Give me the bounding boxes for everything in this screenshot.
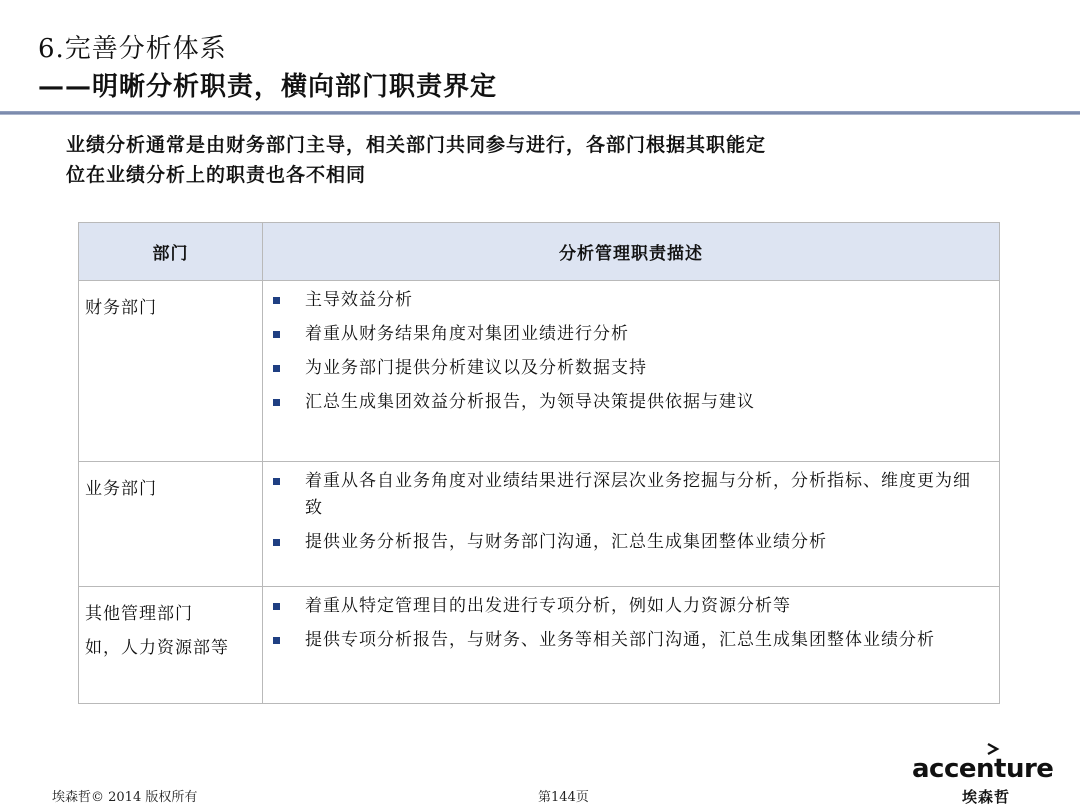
- list-item: [269, 627, 979, 654]
- item-text: 汇总生成集团效益分析报告，为领导决策提供依据与建议: [305, 392, 755, 412]
- department-name: 财务部门: [85, 298, 157, 318]
- table-header-row: [79, 223, 1000, 281]
- list-item: [269, 593, 979, 620]
- intro-line-1: 业绩分析通常是由财务部门主导，相关部门共同参与进行，各部门根据其职能定: [66, 134, 767, 156]
- department-name: 其他管理部门: [85, 604, 193, 624]
- description-cell: [263, 587, 1000, 704]
- square-bullet-icon: [273, 478, 280, 485]
- square-bullet-icon: [273, 297, 280, 304]
- slide-title: [38, 30, 497, 106]
- square-bullet-icon: [273, 603, 280, 610]
- table-row: [79, 281, 1000, 462]
- table-row: [79, 587, 1000, 704]
- list-item: [269, 355, 979, 382]
- item-text: 着重从各自业务角度对业绩结果进行深层次业务挖掘与分析，分析指标、维度更为细致: [305, 471, 971, 518]
- item-text: 提供专项分析报告，与财务、业务等相关部门沟通，汇总生成集团整体业绩分析: [305, 630, 935, 650]
- list-item: [269, 389, 979, 416]
- list-item: [269, 529, 979, 556]
- square-bullet-icon: [273, 637, 280, 644]
- department-cell: [79, 587, 263, 704]
- accenture-logo: [912, 742, 1054, 806]
- responsibility-table: [78, 222, 1000, 704]
- item-text: 提供业务分析报告，与财务部门沟通，汇总生成集团整体业绩分析: [305, 532, 827, 552]
- item-text: 主导效益分析: [305, 290, 413, 310]
- department-cell: [79, 281, 263, 462]
- square-bullet-icon: [273, 399, 280, 406]
- footer-copyright: 埃森哲© 2014 版权所有: [52, 790, 198, 805]
- logo-brand-cn: 埃森哲: [962, 788, 1011, 806]
- department-note: 如，人力资源部等: [85, 638, 229, 658]
- title-line-1: 6.完善分析体系: [38, 34, 227, 64]
- item-text: 着重从财务结果角度对集团业绩进行分析: [305, 324, 629, 344]
- header-department: 部门: [79, 223, 263, 281]
- list-item: [269, 468, 979, 522]
- title-line-2: ——明晰分析职责，横向部门职责界定: [38, 72, 498, 102]
- square-bullet-icon: [273, 365, 280, 372]
- description-cell: [263, 281, 1000, 462]
- square-bullet-icon: [273, 539, 280, 546]
- description-cell: [263, 462, 1000, 587]
- table-row: [79, 462, 1000, 587]
- intro-line-2: 位在业绩分析上的职责也各不相同: [66, 164, 367, 186]
- intro-text: [66, 130, 966, 190]
- list-item: [269, 321, 979, 348]
- department-cell: [79, 462, 263, 587]
- list-item: [269, 287, 979, 314]
- title-divider: [0, 111, 1080, 115]
- footer-page-number: 第144页: [538, 790, 589, 805]
- logo-brand-en: accenture: [912, 754, 1054, 784]
- item-text: 着重从特定管理目的出发进行专项分析，例如人力资源分析等: [305, 596, 791, 616]
- header-description: 分析管理职责描述: [263, 223, 1000, 281]
- square-bullet-icon: [273, 331, 280, 338]
- department-name: 业务部门: [85, 479, 157, 499]
- item-text: 为业务部门提供分析建议以及分析数据支持: [305, 358, 647, 378]
